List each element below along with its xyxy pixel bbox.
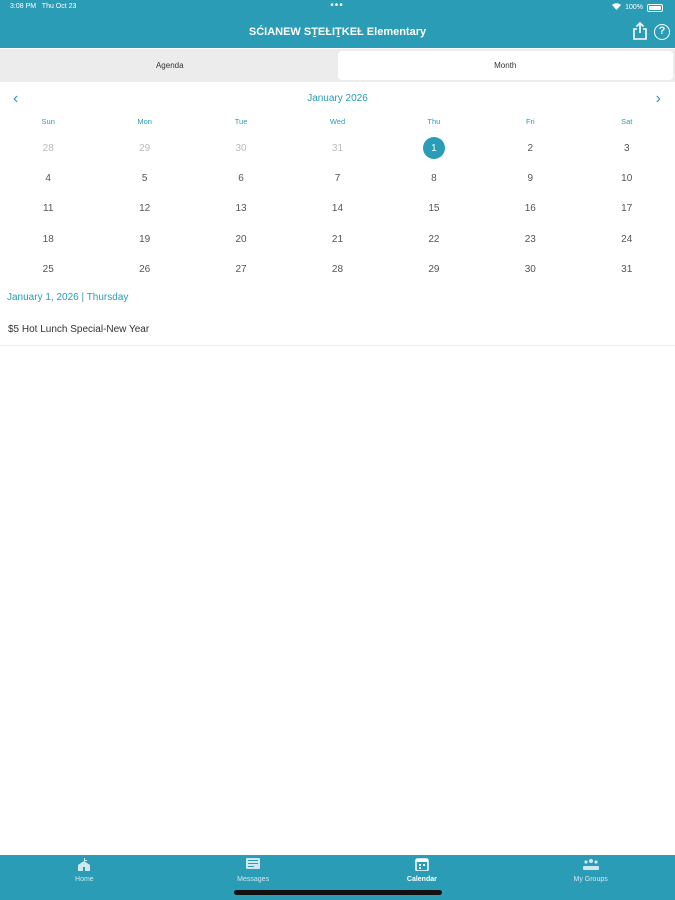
- messages-icon: [245, 858, 261, 874]
- day-number: 4: [45, 173, 51, 185]
- calendar-day[interactable]: [193, 224, 289, 254]
- tab-label: My Groups: [573, 876, 608, 883]
- top-bar: [0, 0, 675, 48]
- event-title: $5 Hot Lunch Special-New Year: [8, 323, 150, 335]
- weekday-sun: Sun: [41, 117, 55, 126]
- day-number: 22: [428, 233, 440, 245]
- day-number: 2: [527, 142, 534, 154]
- calendar-day[interactable]: [193, 163, 289, 193]
- day-number: 23: [524, 233, 536, 245]
- weekday-thu: Thu: [427, 117, 441, 126]
- day-number: 29: [428, 264, 440, 276]
- school-icon: [77, 858, 91, 874]
- event-list-item[interactable]: [0, 313, 675, 346]
- day-number: 26: [139, 264, 151, 276]
- day-number: 27: [235, 264, 247, 276]
- share-icon[interactable]: [632, 22, 648, 40]
- weekday-wed: Wed: [329, 117, 346, 126]
- day-number: 31: [331, 142, 344, 154]
- weekday-header: [0, 117, 675, 126]
- day-number: 29: [139, 142, 151, 154]
- calendar-day[interactable]: [386, 194, 482, 224]
- battery-percent: 100%: [625, 4, 643, 11]
- segment-month[interactable]: Month: [338, 51, 674, 80]
- calendar-week: [0, 255, 675, 285]
- calendar-day[interactable]: [579, 224, 675, 254]
- weekday-fri: Fri: [525, 117, 535, 126]
- calendar-day[interactable]: [386, 163, 482, 193]
- tab-label: Calendar: [406, 876, 437, 883]
- calendar-day[interactable]: [0, 224, 96, 254]
- calendar-day[interactable]: [289, 133, 385, 163]
- tab-label: Home: [75, 876, 94, 883]
- day-number: 25: [42, 264, 54, 276]
- calendar-day[interactable]: [96, 194, 192, 224]
- day-number: 21: [331, 233, 344, 245]
- day-number: 31: [621, 264, 633, 276]
- calendar-week: [0, 163, 675, 193]
- day-number: 20: [235, 233, 247, 245]
- day-number: 7: [334, 173, 341, 185]
- calendar-day[interactable]: [386, 224, 482, 254]
- day-number: 15: [428, 203, 440, 215]
- day-number: 6: [238, 173, 244, 185]
- calendar-day[interactable]: [0, 194, 96, 224]
- help-icon[interactable]: ?: [654, 24, 670, 40]
- calendar-day[interactable]: [193, 194, 289, 224]
- day-number: 30: [235, 142, 247, 154]
- calendar-day[interactable]: [289, 163, 385, 193]
- calendar-day[interactable]: [482, 194, 578, 224]
- day-number: 1: [423, 137, 445, 159]
- status-right: [612, 3, 663, 12]
- chevron-right-icon[interactable]: ›: [655, 90, 661, 107]
- calendar-day[interactable]: [96, 255, 192, 285]
- multitask-dots[interactable]: •••: [330, 0, 344, 11]
- calendar-day[interactable]: [0, 133, 96, 163]
- app-title: SĆIANEW SṮEȽIṮKEȽ Elementary: [248, 26, 427, 38]
- weekday-sat: Sat: [621, 117, 633, 126]
- calendar-day[interactable]: [482, 163, 578, 193]
- calendar-day[interactable]: [579, 163, 675, 193]
- calendar-day-selected[interactable]: [386, 133, 482, 163]
- weekday-mon: Mon: [137, 117, 152, 126]
- calendar-day[interactable]: [96, 163, 192, 193]
- day-number: 9: [527, 173, 534, 185]
- calendar-day[interactable]: [96, 224, 192, 254]
- month-navigation: [0, 88, 675, 110]
- calendar-day[interactable]: [482, 224, 578, 254]
- calendar-day[interactable]: [579, 255, 675, 285]
- day-number: 18: [42, 233, 54, 245]
- month-label: January 2026: [307, 93, 368, 104]
- calendar-day[interactable]: [0, 163, 96, 193]
- day-number: 16: [524, 203, 536, 215]
- status-time: [10, 3, 76, 10]
- calendar-day[interactable]: [579, 194, 675, 224]
- day-number: 10: [621, 173, 633, 185]
- day-number: 14: [331, 203, 344, 215]
- calendar-icon: [415, 858, 429, 874]
- calendar-grid: [0, 133, 675, 285]
- battery-icon: [647, 4, 663, 12]
- day-number: 28: [42, 142, 54, 154]
- event-date-heading: January 1, 2026 | Thursday: [7, 292, 129, 303]
- tab-label: Messages: [237, 876, 270, 883]
- calendar-day[interactable]: [482, 255, 578, 285]
- calendar-week: [0, 224, 675, 254]
- home-indicator[interactable]: [234, 890, 442, 895]
- tab-home[interactable]: [0, 855, 169, 900]
- groups-icon: [582, 858, 600, 874]
- day-number: 17: [621, 203, 633, 215]
- calendar-week: [0, 194, 675, 224]
- calendar-day[interactable]: [386, 255, 482, 285]
- day-number: 3: [623, 142, 630, 154]
- tab-my-groups[interactable]: [506, 855, 675, 900]
- day-number: 24: [621, 233, 633, 245]
- day-number: 13: [235, 203, 247, 215]
- calendar-day[interactable]: [193, 255, 289, 285]
- day-number: 5: [141, 173, 148, 185]
- calendar-day[interactable]: [289, 255, 385, 285]
- day-number: 30: [524, 264, 536, 276]
- view-segmented-control: [0, 49, 675, 82]
- chevron-left-icon[interactable]: ‹: [13, 90, 19, 107]
- calendar-day[interactable]: [193, 133, 289, 163]
- calendar-day[interactable]: [0, 255, 96, 285]
- status-clock: 3:08 PM: [10, 3, 37, 10]
- calendar-week: [0, 133, 675, 163]
- day-number: 28: [331, 264, 344, 276]
- wifi-icon: [612, 3, 621, 12]
- day-number: 11: [43, 203, 54, 215]
- calendar-day[interactable]: [96, 133, 192, 163]
- calendar-day[interactable]: [579, 133, 675, 163]
- day-number: 8: [431, 173, 437, 185]
- status-date: Thu Oct 23: [41, 3, 77, 10]
- calendar-day[interactable]: [289, 194, 385, 224]
- day-number: 12: [139, 203, 151, 215]
- day-number: 19: [139, 233, 151, 245]
- segment-agenda[interactable]: Agenda: [155, 61, 184, 70]
- calendar-day[interactable]: [482, 133, 578, 163]
- calendar-day[interactable]: [289, 224, 385, 254]
- weekday-tue: Tue: [234, 117, 248, 126]
